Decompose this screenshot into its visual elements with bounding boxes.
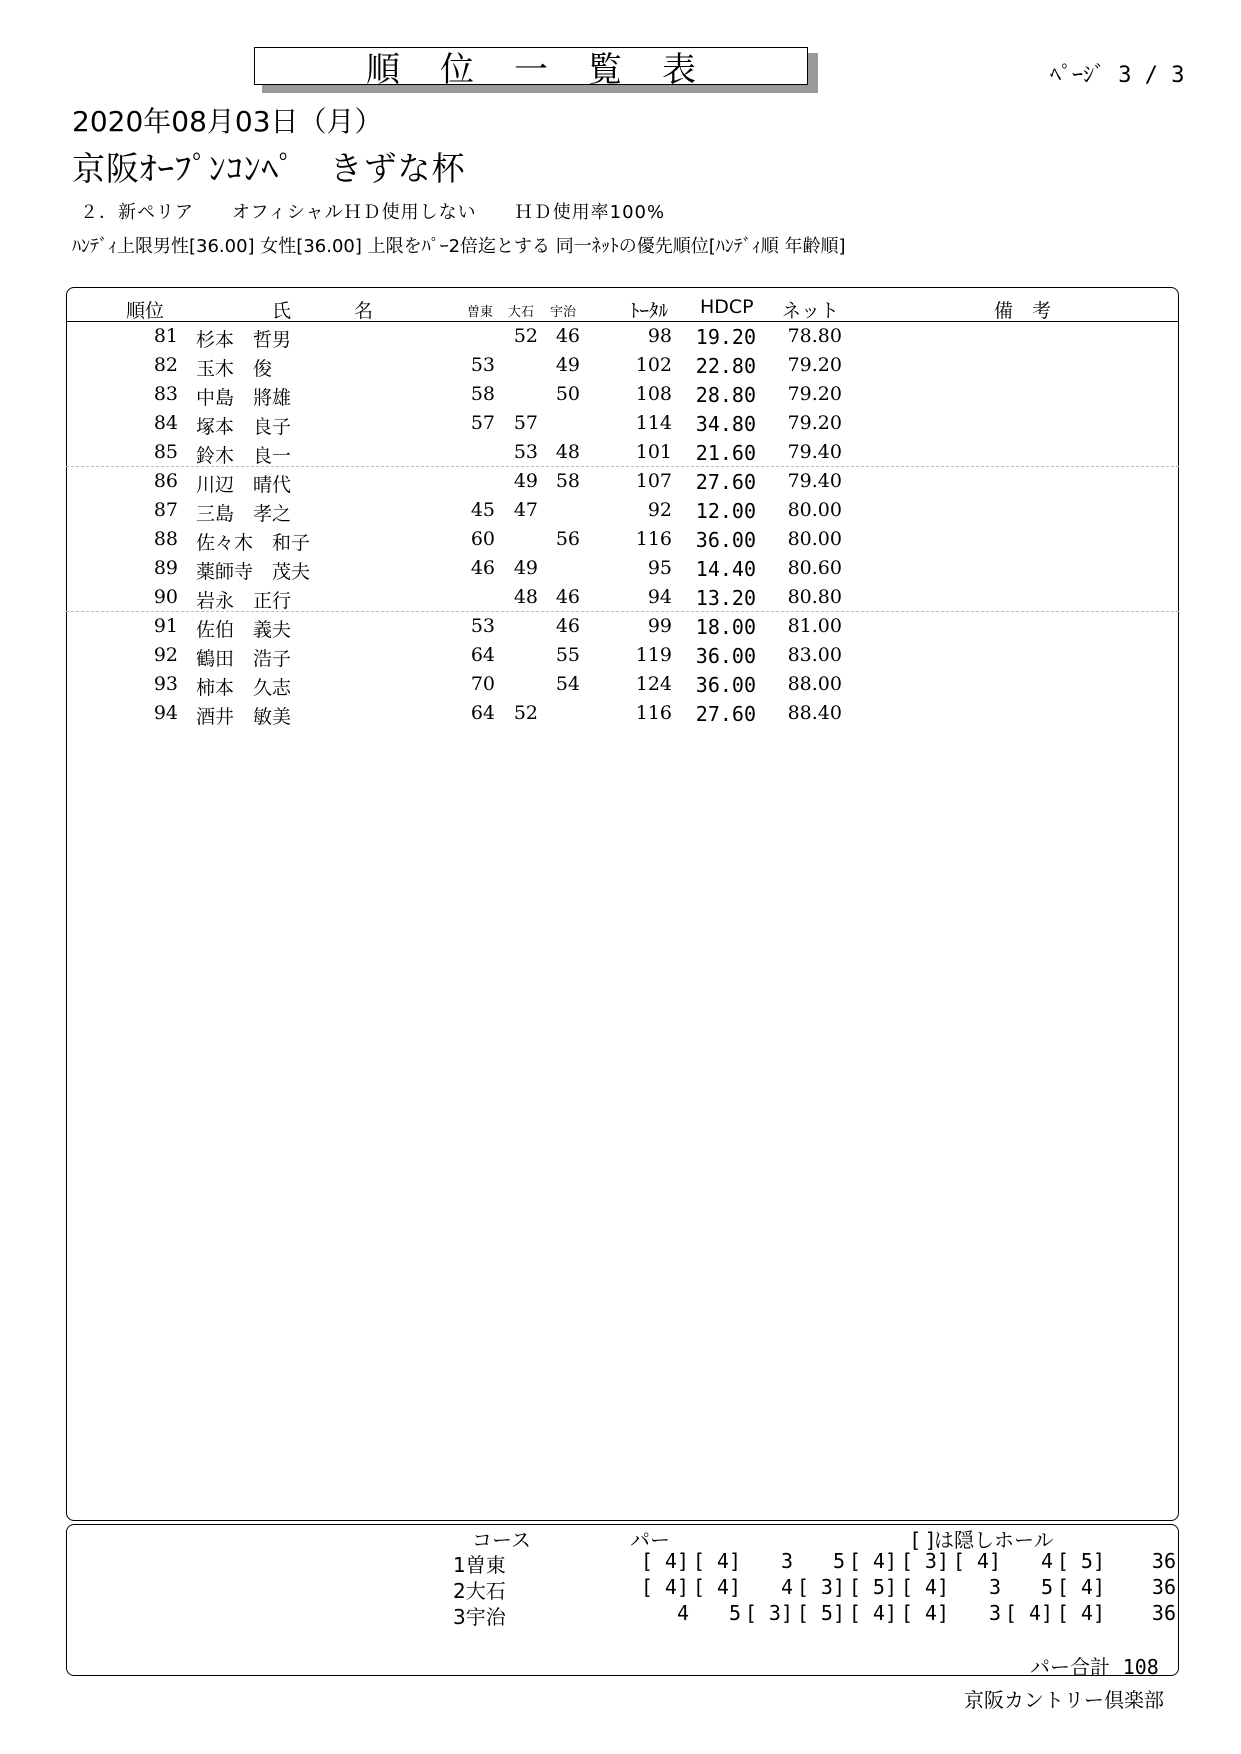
col-course-1: 曽東 bbox=[467, 305, 494, 320]
page-number: ﾍﾟｰｼﾞ 3 / 3 bbox=[1050, 63, 1185, 88]
hole-par: [ 4] bbox=[900, 1575, 949, 1599]
hole-par: 5 bbox=[1040, 1575, 1053, 1599]
table-row bbox=[0, 641, 1241, 670]
rank-cell: 86 bbox=[153, 470, 178, 492]
table-row bbox=[0, 525, 1241, 554]
table-row bbox=[0, 380, 1241, 409]
course2-score-cell: 47 bbox=[513, 499, 538, 521]
player-name-cell: 佐々木 和子 bbox=[196, 532, 311, 554]
net-cell: 78.80 bbox=[787, 325, 842, 347]
club-name: 京阪カントリー倶楽部 bbox=[964, 1688, 1164, 1712]
course-par-total: 36 bbox=[1151, 1575, 1176, 1599]
hdcp-cell: 36.00 bbox=[695, 528, 756, 552]
course1-score-cell: 53 bbox=[470, 615, 495, 637]
player-name-cell: 柿本 久志 bbox=[196, 677, 292, 699]
course3-score-cell: 50 bbox=[555, 383, 580, 405]
player-name-cell: 薬師寺 茂夫 bbox=[196, 561, 311, 583]
rank-cell: 81 bbox=[153, 325, 178, 347]
course3-score-cell: 46 bbox=[555, 586, 580, 608]
hole-par: [ 4] bbox=[692, 1549, 741, 1573]
hole-par: [ 4] bbox=[640, 1575, 689, 1599]
hole-par: 5 bbox=[728, 1601, 741, 1625]
table-row bbox=[0, 322, 1241, 351]
col-course-2: 大石 bbox=[508, 305, 535, 320]
hole-par: [ 4] bbox=[848, 1601, 897, 1625]
page-title: 順位一覧表 bbox=[254, 47, 808, 85]
rank-cell: 92 bbox=[153, 644, 178, 666]
par-label: パー bbox=[630, 1528, 670, 1552]
total-cell: 108 bbox=[635, 383, 672, 405]
par-total-label: パー合計 bbox=[1030, 1655, 1110, 1679]
course2-score-cell: 53 bbox=[513, 441, 538, 463]
net-cell: 79.40 bbox=[787, 441, 842, 463]
hidden-hole-note: [ ]は隠しホール bbox=[912, 1528, 1054, 1552]
hdcp-cell: 36.00 bbox=[695, 644, 756, 668]
hdcp-cell: 28.80 bbox=[695, 383, 756, 407]
course1-score-cell: 57 bbox=[470, 412, 495, 434]
net-cell: 79.20 bbox=[787, 383, 842, 405]
course3-score-cell: 49 bbox=[555, 354, 580, 376]
rank-cell: 89 bbox=[153, 557, 178, 579]
hole-par: 5 bbox=[832, 1549, 845, 1573]
course-row bbox=[0, 1549, 1241, 1575]
handicap-conditions: ﾊﾝﾃﾞｨ上限男性[36.00] 女性[36.00] 上限をﾊﾟｰ2倍迄とする 同一ﾈｯﾄの優先順位[ﾊﾝﾃﾞｨ順 年齢順] bbox=[72, 236, 846, 257]
course2-score-cell: 57 bbox=[513, 412, 538, 434]
course3-score-cell: 46 bbox=[555, 325, 580, 347]
event-name: 京阪ｵｰﾌﾟﾝｺﾝﾍﾟ きずな杯 bbox=[72, 149, 466, 188]
rank-cell: 93 bbox=[153, 673, 178, 695]
net-cell: 80.00 bbox=[787, 528, 842, 550]
hole-par: [ 5] bbox=[796, 1601, 845, 1625]
course2-score-cell: 49 bbox=[513, 470, 538, 492]
course3-score-cell: 54 bbox=[555, 673, 580, 695]
net-cell: 79.40 bbox=[787, 470, 842, 492]
rank-cell: 91 bbox=[153, 615, 178, 637]
table-row bbox=[0, 554, 1241, 583]
table-row bbox=[0, 351, 1241, 380]
table-row bbox=[0, 583, 1241, 612]
player-name-cell: 玉木 俊 bbox=[196, 358, 273, 380]
rank-cell: 90 bbox=[153, 586, 178, 608]
table-row bbox=[0, 612, 1241, 641]
hole-par: [ 3] bbox=[744, 1601, 793, 1625]
player-name-cell: 佐伯 義夫 bbox=[196, 619, 292, 641]
course2-score-cell: 52 bbox=[513, 702, 538, 724]
hdcp-cell: 18.00 bbox=[695, 615, 756, 639]
player-name-cell: 杉本 哲男 bbox=[196, 329, 292, 351]
hole-par: 3 bbox=[988, 1575, 1001, 1599]
course2-score-cell: 49 bbox=[513, 557, 538, 579]
course1-score-cell: 45 bbox=[470, 499, 495, 521]
hole-par: [ 4] bbox=[952, 1549, 1001, 1573]
net-cell: 79.20 bbox=[787, 354, 842, 376]
course-par-total: 36 bbox=[1151, 1549, 1176, 1573]
course1-score-cell: 70 bbox=[470, 673, 495, 695]
course-row bbox=[0, 1575, 1241, 1601]
player-name-cell: 鈴木 良一 bbox=[196, 445, 292, 467]
net-cell: 83.00 bbox=[787, 644, 842, 666]
course-name: 2大石 bbox=[453, 1579, 506, 1603]
net-cell: 88.40 bbox=[787, 702, 842, 724]
total-cell: 119 bbox=[635, 644, 672, 666]
player-name-cell: 中島 將雄 bbox=[196, 387, 292, 409]
par-total bbox=[1030, 1651, 1159, 1680]
course3-score-cell: 48 bbox=[555, 441, 580, 463]
table-row bbox=[0, 670, 1241, 699]
hole-par: [ 4] bbox=[1056, 1575, 1105, 1599]
net-cell: 80.00 bbox=[787, 499, 842, 521]
col-notes-1: 備 bbox=[994, 300, 1014, 322]
total-cell: 101 bbox=[635, 441, 672, 463]
col-net: ネット bbox=[782, 300, 840, 322]
competition-date: 2020年08月03日（月） bbox=[72, 105, 383, 138]
rank-cell: 85 bbox=[153, 441, 178, 463]
course3-score-cell: 46 bbox=[555, 615, 580, 637]
table-row bbox=[0, 496, 1241, 525]
hdcp-cell: 27.60 bbox=[695, 702, 756, 726]
col-total: ﾄｰﾀﾙ bbox=[630, 300, 669, 322]
hdcp-cell: 21.60 bbox=[695, 441, 756, 465]
course1-score-cell: 64 bbox=[470, 702, 495, 724]
net-cell: 80.80 bbox=[787, 586, 842, 608]
player-name-cell: 鶴田 浩子 bbox=[196, 648, 292, 670]
hdcp-cell: 22.80 bbox=[695, 354, 756, 378]
rank-cell: 83 bbox=[153, 383, 178, 405]
course-par-total: 36 bbox=[1151, 1601, 1176, 1625]
course-row bbox=[0, 1601, 1241, 1627]
hdcp-cell: 12.00 bbox=[695, 499, 756, 523]
hole-par: [ 3] bbox=[796, 1575, 845, 1599]
col-notes-2: 考 bbox=[1032, 300, 1052, 322]
total-cell: 98 bbox=[647, 325, 672, 347]
total-cell: 116 bbox=[635, 528, 672, 550]
player-name-cell: 三島 孝之 bbox=[196, 503, 292, 525]
rank-cell: 82 bbox=[153, 354, 178, 376]
hdcp-cell: 27.60 bbox=[695, 470, 756, 494]
col-course-3: 宇治 bbox=[550, 305, 577, 320]
hole-par: [ 4] bbox=[900, 1601, 949, 1625]
total-cell: 107 bbox=[635, 470, 672, 492]
player-name-cell: 酒井 敏美 bbox=[196, 706, 292, 728]
course-name: 3宇治 bbox=[453, 1605, 506, 1629]
hdcp-cell: 19.20 bbox=[695, 325, 756, 349]
col-hdcp: HDCP bbox=[700, 296, 754, 318]
net-cell: 81.00 bbox=[787, 615, 842, 637]
col-name-2: 名 bbox=[354, 300, 374, 322]
player-name-cell: 塚本 良子 bbox=[196, 416, 292, 438]
net-cell: 79.20 bbox=[787, 412, 842, 434]
net-cell: 80.60 bbox=[787, 557, 842, 579]
hole-par: [ 4] bbox=[1056, 1601, 1105, 1625]
scoring-conditions: ２．新ペリア オフィシャルＨＤ使用しない ＨＤ使用率100% bbox=[80, 202, 666, 223]
col-name-1: 氏 bbox=[272, 300, 292, 322]
hole-par: 4 bbox=[1040, 1549, 1053, 1573]
hole-par: [ 5] bbox=[1056, 1549, 1105, 1573]
course3-score-cell: 56 bbox=[555, 528, 580, 550]
hole-par: [ 4] bbox=[848, 1549, 897, 1573]
table-row bbox=[0, 467, 1241, 496]
table-row bbox=[0, 438, 1241, 467]
hole-par: [ 4] bbox=[692, 1575, 741, 1599]
course2-score-cell: 48 bbox=[513, 586, 538, 608]
course1-score-cell: 46 bbox=[470, 557, 495, 579]
course1-score-cell: 64 bbox=[470, 644, 495, 666]
hdcp-cell: 13.20 bbox=[695, 586, 756, 610]
total-cell: 95 bbox=[647, 557, 672, 579]
hdcp-cell: 34.80 bbox=[695, 412, 756, 436]
total-cell: 114 bbox=[635, 412, 672, 434]
course1-score-cell: 60 bbox=[470, 528, 495, 550]
course3-score-cell: 58 bbox=[555, 470, 580, 492]
course1-score-cell: 53 bbox=[470, 354, 495, 376]
rank-cell: 84 bbox=[153, 412, 178, 434]
par-total-value: 108 bbox=[1122, 1655, 1159, 1679]
total-cell: 124 bbox=[635, 673, 672, 695]
total-cell: 92 bbox=[647, 499, 672, 521]
table-row bbox=[0, 409, 1241, 438]
hole-par: 3 bbox=[780, 1549, 793, 1573]
total-cell: 102 bbox=[635, 354, 672, 376]
table-row bbox=[0, 699, 1241, 728]
total-cell: 116 bbox=[635, 702, 672, 724]
player-name-cell: 岩永 正行 bbox=[196, 590, 292, 612]
total-cell: 99 bbox=[647, 615, 672, 637]
rank-cell: 87 bbox=[153, 499, 178, 521]
course-name: 1曽東 bbox=[453, 1553, 506, 1577]
course-label: コース bbox=[472, 1528, 531, 1552]
course3-score-cell: 55 bbox=[555, 644, 580, 666]
hole-par: [ 5] bbox=[848, 1575, 897, 1599]
col-rank: 順位 bbox=[126, 300, 165, 322]
hdcp-cell: 36.00 bbox=[695, 673, 756, 697]
hole-par: 4 bbox=[780, 1575, 793, 1599]
net-cell: 88.00 bbox=[787, 673, 842, 695]
hole-par: [ 3] bbox=[900, 1549, 949, 1573]
hole-par: [ 4] bbox=[1004, 1601, 1053, 1625]
course2-score-cell: 52 bbox=[513, 325, 538, 347]
hole-par: [ 4] bbox=[640, 1549, 689, 1573]
hole-par: 4 bbox=[676, 1601, 689, 1625]
rank-cell: 94 bbox=[153, 702, 178, 724]
hdcp-cell: 14.40 bbox=[695, 557, 756, 581]
total-cell: 94 bbox=[647, 586, 672, 608]
player-name-cell: 川辺 晴代 bbox=[196, 474, 292, 496]
rank-cell: 88 bbox=[153, 528, 178, 550]
course1-score-cell: 58 bbox=[470, 383, 495, 405]
hole-par: 3 bbox=[988, 1601, 1001, 1625]
